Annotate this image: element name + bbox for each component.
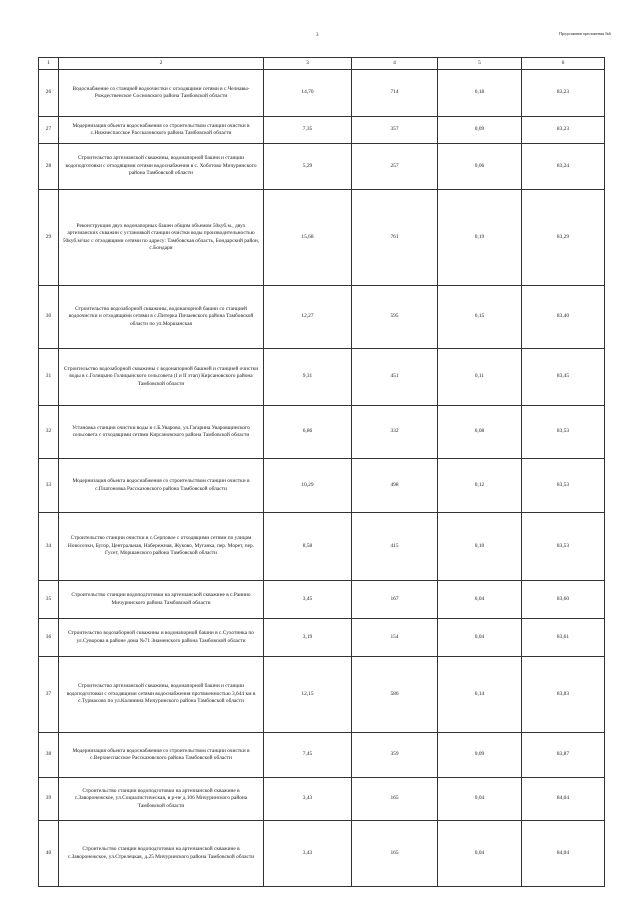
value-col6: 83,53 [522, 459, 605, 513]
value-col6: 83,24 [522, 144, 605, 190]
value-col6: 83,23 [522, 70, 605, 117]
value-col6: 83,23 [522, 117, 605, 144]
value-col5: 0,04 [438, 821, 522, 887]
row-number: 32 [39, 406, 59, 459]
value-col3: 5,29 [264, 144, 352, 190]
column-header: 3 [264, 58, 352, 70]
value-col6: 84,04 [522, 821, 605, 887]
value-col5: 0,14 [438, 657, 522, 733]
value-col5: 0,09 [438, 117, 522, 144]
page-number: 3 [316, 33, 319, 38]
column-header: 4 [352, 58, 438, 70]
object-name: Строительство артезианской скважины, водонапорной башни и станции водоподготовки с отходящими сетями водоснабжения в с. Хоботово Мичуринского района Тамбовской области [59, 144, 264, 190]
value-col5: 0,04 [438, 778, 522, 821]
value-col5: 0,18 [438, 70, 522, 117]
value-col6: 83,87 [522, 733, 605, 778]
value-col4: 451 [352, 349, 438, 406]
row-number: 33 [39, 459, 59, 513]
table-row [39, 117, 605, 144]
row-number: 28 [39, 144, 59, 190]
value-col4: 167 [352, 581, 438, 619]
value-col4: 165 [352, 821, 438, 887]
table-row [39, 733, 605, 778]
row-number: 39 [39, 778, 59, 821]
table-row [39, 821, 605, 887]
table-row [39, 406, 605, 459]
object-name: Установка станции очистки воды в с.Б.Уварово, ул.Гагарина Уваровщинского сельсовета с отходящими сетями Кирсановского района Тамбовской области [59, 406, 264, 459]
value-col4: 165 [352, 778, 438, 821]
value-col5: 0,10 [438, 513, 522, 581]
value-col6: 83,29 [522, 190, 605, 286]
row-number: 31 [39, 349, 59, 406]
value-col4: 586 [352, 657, 438, 733]
value-col3: 3,43 [264, 778, 352, 821]
column-header: 6 [522, 58, 605, 70]
table-row [39, 513, 605, 581]
continuation-label: Продолжение приложения №6 [559, 31, 611, 36]
value-col6: 83,45 [522, 349, 605, 406]
table-row [39, 778, 605, 821]
object-name: Модернизация объекта водоснабжения со строительством станции очистки в с.Нижнеспасское Рассказовского района Тамбовской области [59, 117, 264, 144]
value-col6: 83,53 [522, 513, 605, 581]
value-col5: 0,12 [438, 459, 522, 513]
table-row [39, 190, 605, 286]
value-col6: 83,60 [522, 581, 605, 619]
table-row [39, 459, 605, 513]
value-col3: 3,19 [264, 619, 352, 657]
table-row [39, 619, 605, 657]
value-col4: 359 [352, 733, 438, 778]
object-name: Строительство станции водоподготовки на артезианской скважине в с.Ранино Мичуринского района Тамбовской области [59, 581, 264, 619]
row-number: 27 [39, 117, 59, 144]
row-number: 26 [39, 70, 59, 117]
value-col4: 761 [352, 190, 438, 286]
value-col3: 12,27 [264, 286, 352, 349]
value-col3: 12,15 [264, 657, 352, 733]
value-col4: 257 [352, 144, 438, 190]
value-col5: 0,04 [438, 619, 522, 657]
row-number: 30 [39, 286, 59, 349]
value-col6: 83,53 [522, 406, 605, 459]
value-col3: 15,68 [264, 190, 352, 286]
value-col5: 0,09 [438, 733, 522, 778]
object-name: Реконструкция двух водонапорных башен общим объемом 50куб.м., двух артезианских скважин с установкой станции очистки воды производительностью 50куб.м/час с отходящими сетями по адресу: Тамбовская область, Бондарский район, с.Бондари [59, 190, 264, 286]
value-col4: 154 [352, 619, 438, 657]
object-name: Модернизация объекта водоснабжения со строительством станции очистки в с.Верхнеспасское Рассказовского района Тамбовской области [59, 733, 264, 778]
table-header-row [39, 58, 605, 70]
value-col5: 0,11 [438, 349, 522, 406]
row-number: 29 [39, 190, 59, 286]
row-number: 38 [39, 733, 59, 778]
value-col6: 83,83 [522, 657, 605, 733]
value-col3: 3,43 [264, 821, 352, 887]
column-header: 2 [59, 58, 264, 70]
value-col4: 332 [352, 406, 438, 459]
row-number: 37 [39, 657, 59, 733]
row-number: 34 [39, 513, 59, 581]
table-row [39, 286, 605, 349]
value-col3: 10,29 [264, 459, 352, 513]
row-number: 35 [39, 581, 59, 619]
row-number: 36 [39, 619, 59, 657]
table-row [39, 581, 605, 619]
table-row [39, 657, 605, 733]
value-col3: 6,86 [264, 406, 352, 459]
value-col4: 415 [352, 513, 438, 581]
row-number: 40 [39, 821, 59, 887]
value-col5: 0,15 [438, 286, 522, 349]
object-name: Строительство водозаборной скважины и водонапорной башни в с.Сухотинка по ул.Суворова в районе дома №71 Знаменского района Тамбовской области [59, 619, 264, 657]
value-col4: 357 [352, 117, 438, 144]
table-row [39, 144, 605, 190]
object-name: Строительство водозаборной скважины, водонапорной башни со станцией водоочистки и отходящими сетями в с.Питерка Пичаевского района Тамбовской области по ул.Моршанская [59, 286, 264, 349]
value-col6: 83,40 [522, 286, 605, 349]
object-name: Модернизация объекта водоснабжения со строительством станции очистки в с.Платоновка Рассказовского района Тамбовской области [59, 459, 264, 513]
value-col6: 84,04 [522, 778, 605, 821]
object-name: Строительство станции очистки в с.Серповое с отходящими сетями по улицам Новоселки, Бугор, Центральная, Набережная, Жуково, Муганка, пер. Морет, пер. Гусет, Моршанского района Тамбовской области [59, 513, 264, 581]
table-row [39, 349, 605, 406]
value-col3: 3,45 [264, 581, 352, 619]
object-name: Строительство станции водоподготовки на артезианской скважине в с.Заворонежское, ул.Стрелецкая, д.25 Мичуринского района Тамбовской области [59, 821, 264, 887]
column-header: 5 [438, 58, 522, 70]
data-table [38, 57, 605, 887]
value-col5: 0,19 [438, 190, 522, 286]
value-col4: 714 [352, 70, 438, 117]
object-name: Строительство артезианской скважины, водонапорной башни и станции водоподготовки с отходящими сетями водоснабжения протяженностью 3,644 км в с.Турмасово по ул.Калинина Мичуринского района Тамбовской области [59, 657, 264, 733]
object-name: Водоснабжение со станцией водоочистки с отходящими сетями в с.Челнавы-Рождественское Сосновского района Тамбовской области [59, 70, 264, 117]
value-col5: 0,06 [438, 144, 522, 190]
value-col3: 8,58 [264, 513, 352, 581]
value-col3: 7,45 [264, 733, 352, 778]
value-col5: 0,08 [438, 406, 522, 459]
value-col3: 7,35 [264, 117, 352, 144]
column-header: 1 [39, 58, 59, 70]
value-col3: 9,31 [264, 349, 352, 406]
value-col4: 595 [352, 286, 438, 349]
value-col6: 83,61 [522, 619, 605, 657]
value-col3: 14,70 [264, 70, 352, 117]
value-col5: 0,04 [438, 581, 522, 619]
table-row [39, 70, 605, 117]
object-name: Строительство водозаборной скважины с водонапорной башней и станцией очистки воды в с.Голицыно Голицынского сельсовета (I и II этап) Кирсановского района Тамбовской области [59, 349, 264, 406]
object-name: Строительство станции водоподготовки на артезианской скважине в с.Заворонежское, ул.Социалистическая, в р-не д.106 Мичуринского района Тамбовской области [59, 778, 264, 821]
value-col4: 498 [352, 459, 438, 513]
